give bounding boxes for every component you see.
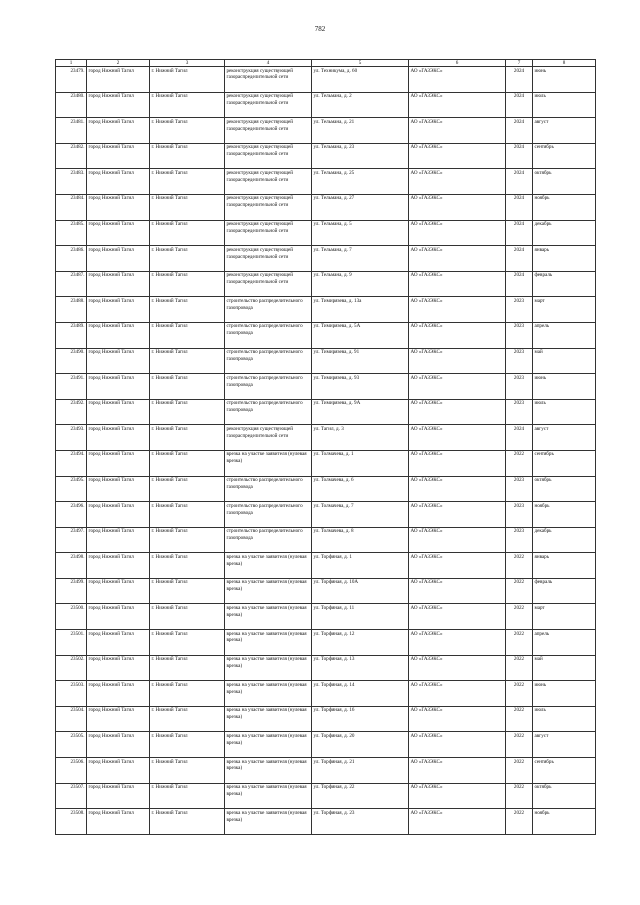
- organization-cell: АО «ГАЗЭКС»: [409, 246, 506, 272]
- organization-cell: АО «ГАЗЭКС»: [409, 92, 506, 118]
- organization-cell: АО «ГАЗЭКС»: [409, 297, 506, 323]
- row-number-cell: 23491.: [56, 374, 87, 400]
- table-row: [56, 220, 596, 246]
- locality-cell: г. Нижний Тагил: [150, 271, 225, 297]
- work-type-cell: врезка на участке заявителя (нулевая врезка): [225, 630, 312, 656]
- locality-cell: г. Нижний Тагил: [150, 118, 225, 144]
- work-type-cell: врезка на участке заявителя (нулевая врезка): [225, 681, 312, 707]
- work-type-cell: строительство распределительного газопровода: [225, 322, 312, 348]
- row-number-cell: 23484.: [56, 194, 87, 220]
- work-type-cell: строительство распределительного газопровода: [225, 297, 312, 323]
- month-cell: июль: [533, 92, 596, 118]
- organization-cell: АО «ГАЗЭКС»: [409, 527, 506, 553]
- work-type-cell: строительство распределительного газопровода: [225, 502, 312, 528]
- work-type-cell: врезка на участке заявителя (нулевая врезка): [225, 783, 312, 809]
- year-cell: 2024: [506, 271, 533, 297]
- year-cell: 2022: [506, 450, 533, 476]
- organization-cell: АО «ГАЗЭКС»: [409, 553, 506, 579]
- year-cell: 2024: [506, 67, 533, 93]
- address-cell: ул. Торфяная, д. 11: [312, 604, 409, 630]
- year-cell: 2023: [506, 297, 533, 323]
- address-cell: ул. Торфяная, д. 1: [312, 553, 409, 579]
- address-cell: ул. Торфяная, д. 23: [312, 809, 409, 835]
- organization-cell: АО «ГАЗЭКС»: [409, 271, 506, 297]
- work-type-cell: реконструкция существующей газораспределительной сети: [225, 92, 312, 118]
- work-type-cell: реконструкция существующей газораспределительной сети: [225, 143, 312, 169]
- settlement-cell: город Нижний Тагил: [87, 809, 150, 835]
- address-cell: ул. Тельмана, д. 23: [312, 143, 409, 169]
- column-header: 8: [533, 60, 596, 67]
- row-number-cell: 23503.: [56, 681, 87, 707]
- organization-cell: АО «ГАЗЭКС»: [409, 169, 506, 195]
- address-cell: ул. Тельмана, д. 5: [312, 220, 409, 246]
- row-number-cell: 23485.: [56, 220, 87, 246]
- organization-cell: АО «ГАЗЭКС»: [409, 374, 506, 400]
- settlement-cell: город Нижний Тагил: [87, 67, 150, 93]
- locality-cell: г. Нижний Тагил: [150, 92, 225, 118]
- table-row: [56, 194, 596, 220]
- table-row: [56, 783, 596, 809]
- address-cell: ул. Тагил, д. 3: [312, 425, 409, 451]
- row-number-cell: 23499.: [56, 578, 87, 604]
- month-cell: сентябрь: [533, 143, 596, 169]
- address-cell: ул. Тельмана, д. 7: [312, 246, 409, 272]
- organization-cell: АО «ГАЗЭКС»: [409, 706, 506, 732]
- locality-cell: г. Нижний Тагил: [150, 194, 225, 220]
- row-number-cell: 23487.: [56, 271, 87, 297]
- locality-cell: г. Нижний Тагил: [150, 220, 225, 246]
- work-type-cell: врезка на участке заявителя (нулевая врезка): [225, 578, 312, 604]
- address-cell: ул. Торфяная, д. 10А: [312, 578, 409, 604]
- row-number-cell: 23498.: [56, 553, 87, 579]
- address-cell: ул. Торфяная, д. 12: [312, 630, 409, 656]
- settlement-cell: город Нижний Тагил: [87, 271, 150, 297]
- table-row: [56, 476, 596, 502]
- settlement-cell: город Нижний Тагил: [87, 220, 150, 246]
- year-cell: 2023: [506, 527, 533, 553]
- work-type-cell: реконструкция существующей газораспределительной сети: [225, 67, 312, 93]
- work-type-cell: врезка на участке заявителя (нулевая врезка): [225, 732, 312, 758]
- year-cell: 2024: [506, 194, 533, 220]
- locality-cell: г. Нижний Тагил: [150, 348, 225, 374]
- locality-cell: г. Нижний Тагил: [150, 399, 225, 425]
- year-cell: 2024: [506, 92, 533, 118]
- organization-cell: АО «ГАЗЭКС»: [409, 348, 506, 374]
- work-type-cell: строительство распределительного газопровода: [225, 348, 312, 374]
- year-cell: 2022: [506, 681, 533, 707]
- settlement-cell: город Нижний Тагил: [87, 502, 150, 528]
- locality-cell: г. Нижний Тагил: [150, 732, 225, 758]
- table-row: [56, 655, 596, 681]
- year-cell: 2022: [506, 604, 533, 630]
- year-cell: 2024: [506, 143, 533, 169]
- settlement-cell: город Нижний Тагил: [87, 553, 150, 579]
- locality-cell: г. Нижний Тагил: [150, 604, 225, 630]
- table-row: [56, 706, 596, 732]
- locality-cell: г. Нижний Тагил: [150, 169, 225, 195]
- table-row: [56, 374, 596, 400]
- year-cell: 2024: [506, 220, 533, 246]
- address-cell: ул. Тимирязева, д. 93: [312, 374, 409, 400]
- row-number-cell: 23502.: [56, 655, 87, 681]
- locality-cell: г. Нижний Тагил: [150, 809, 225, 835]
- settlement-cell: город Нижний Тагил: [87, 578, 150, 604]
- column-header: 1: [56, 60, 87, 67]
- address-cell: ул. Торфяная, д. 16: [312, 706, 409, 732]
- month-cell: июль: [533, 706, 596, 732]
- address-cell: ул. Торфяная, д. 13: [312, 655, 409, 681]
- table-row: [56, 809, 596, 835]
- year-cell: 2022: [506, 553, 533, 579]
- year-cell: 2022: [506, 655, 533, 681]
- work-type-cell: реконструкция существующей газораспределительной сети: [225, 425, 312, 451]
- month-cell: ноябрь: [533, 194, 596, 220]
- month-cell: июнь: [533, 67, 596, 93]
- row-number-cell: 23483.: [56, 169, 87, 195]
- locality-cell: г. Нижний Тагил: [150, 758, 225, 784]
- settlement-cell: город Нижний Тагил: [87, 681, 150, 707]
- row-number-cell: 23481.: [56, 118, 87, 144]
- row-number-cell: 23495.: [56, 476, 87, 502]
- settlement-cell: город Нижний Тагил: [87, 604, 150, 630]
- year-cell: 2023: [506, 348, 533, 374]
- row-number-cell: 23493.: [56, 425, 87, 451]
- row-number-cell: 23507.: [56, 783, 87, 809]
- table-row: [56, 681, 596, 707]
- settlement-cell: город Нижний Тагил: [87, 450, 150, 476]
- organization-cell: АО «ГАЗЭКС»: [409, 783, 506, 809]
- row-number-cell: 23489.: [56, 322, 87, 348]
- year-cell: 2022: [506, 578, 533, 604]
- organization-cell: АО «ГАЗЭКС»: [409, 194, 506, 220]
- settlement-cell: город Нижний Тагил: [87, 169, 150, 195]
- row-number-cell: 23486.: [56, 246, 87, 272]
- organization-cell: АО «ГАЗЭКС»: [409, 604, 506, 630]
- row-number-cell: 23479.: [56, 67, 87, 93]
- address-cell: ул. Тельмана, д. 2: [312, 92, 409, 118]
- table-row: [56, 348, 596, 374]
- table-row: [56, 578, 596, 604]
- table-row: [56, 527, 596, 553]
- address-cell: ул. Тимирязева, д. 13а: [312, 297, 409, 323]
- settlement-cell: город Нижний Тагил: [87, 348, 150, 374]
- work-type-cell: врезка на участке заявителя (нулевая врезка): [225, 758, 312, 784]
- column-header: 6: [409, 60, 506, 67]
- table-row: [56, 118, 596, 144]
- settlement-cell: город Нижний Тагил: [87, 92, 150, 118]
- year-cell: 2024: [506, 169, 533, 195]
- month-cell: январь: [533, 553, 596, 579]
- organization-cell: АО «ГАЗЭКС»: [409, 322, 506, 348]
- table-row: [56, 67, 596, 93]
- work-type-cell: врезка на участке заявителя (нулевая врезка): [225, 604, 312, 630]
- work-type-cell: строительство распределительного газопровода: [225, 527, 312, 553]
- column-number-row: [56, 60, 596, 67]
- work-type-cell: врезка на участке заявителя (нулевая врезка): [225, 655, 312, 681]
- month-cell: июнь: [533, 681, 596, 707]
- locality-cell: г. Нижний Тагил: [150, 783, 225, 809]
- locality-cell: г. Нижний Тагил: [150, 425, 225, 451]
- address-cell: ул. Толмачева, д. 8: [312, 527, 409, 553]
- work-type-cell: реконструкция существующей газораспределительной сети: [225, 220, 312, 246]
- address-cell: ул. Тельмана, д. 27: [312, 194, 409, 220]
- settlement-cell: город Нижний Тагил: [87, 297, 150, 323]
- table-row: [56, 502, 596, 528]
- column-header: 7: [506, 60, 533, 67]
- table-row: [56, 271, 596, 297]
- month-cell: декабрь: [533, 220, 596, 246]
- settlement-cell: город Нижний Тагил: [87, 374, 150, 400]
- organization-cell: АО «ГАЗЭКС»: [409, 732, 506, 758]
- column-header: 3: [150, 60, 225, 67]
- month-cell: июль: [533, 399, 596, 425]
- table-row: [56, 246, 596, 272]
- table-row: [56, 399, 596, 425]
- table-row: [56, 143, 596, 169]
- table-row: [56, 630, 596, 656]
- settlement-cell: город Нижний Тагил: [87, 322, 150, 348]
- month-cell: октябрь: [533, 169, 596, 195]
- organization-cell: АО «ГАЗЭКС»: [409, 630, 506, 656]
- address-cell: ул. Тельмана, д. 9: [312, 271, 409, 297]
- month-cell: февраль: [533, 578, 596, 604]
- locality-cell: г. Нижний Тагил: [150, 297, 225, 323]
- settlement-cell: город Нижний Тагил: [87, 630, 150, 656]
- organization-cell: АО «ГАЗЭКС»: [409, 450, 506, 476]
- address-cell: ул. Торфяная, д. 20: [312, 732, 409, 758]
- table-row: [56, 297, 596, 323]
- month-cell: май: [533, 655, 596, 681]
- address-cell: ул. Техникума, д. 60: [312, 67, 409, 93]
- organization-cell: АО «ГАЗЭКС»: [409, 476, 506, 502]
- row-number-cell: 23506.: [56, 758, 87, 784]
- month-cell: февраль: [533, 271, 596, 297]
- settlement-cell: город Нижний Тагил: [87, 246, 150, 272]
- row-number-cell: 23490.: [56, 348, 87, 374]
- month-cell: август: [533, 118, 596, 144]
- table-row: [56, 450, 596, 476]
- locality-cell: г. Нижний Тагил: [150, 322, 225, 348]
- settlement-cell: город Нижний Тагил: [87, 758, 150, 784]
- year-cell: 2022: [506, 630, 533, 656]
- row-number-cell: 23494.: [56, 450, 87, 476]
- work-type-cell: врезка на участке заявителя (нулевая врезка): [225, 706, 312, 732]
- locality-cell: г. Нижний Тагил: [150, 502, 225, 528]
- register-table: [55, 59, 596, 835]
- work-type-cell: реконструкция существующей газораспределительной сети: [225, 194, 312, 220]
- locality-cell: г. Нижний Тагил: [150, 246, 225, 272]
- row-number-cell: 23482.: [56, 143, 87, 169]
- month-cell: октябрь: [533, 783, 596, 809]
- work-type-cell: строительство распределительного газопровода: [225, 399, 312, 425]
- work-type-cell: реконструкция существующей газораспределительной сети: [225, 271, 312, 297]
- month-cell: декабрь: [533, 527, 596, 553]
- table-row: [56, 425, 596, 451]
- locality-cell: г. Нижний Тагил: [150, 578, 225, 604]
- organization-cell: АО «ГАЗЭКС»: [409, 425, 506, 451]
- organization-cell: АО «ГАЗЭКС»: [409, 118, 506, 144]
- column-header: 2: [87, 60, 150, 67]
- work-type-cell: реконструкция существующей газораспределительной сети: [225, 246, 312, 272]
- settlement-cell: город Нижний Тагил: [87, 655, 150, 681]
- work-type-cell: врезка на участке заявителя (нулевая врезка): [225, 450, 312, 476]
- row-number-cell: 23505.: [56, 732, 87, 758]
- month-cell: март: [533, 604, 596, 630]
- address-cell: ул. Торфяная, д. 22: [312, 783, 409, 809]
- locality-cell: г. Нижний Тагил: [150, 553, 225, 579]
- year-cell: 2023: [506, 399, 533, 425]
- address-cell: ул. Толмачева, д. 1: [312, 450, 409, 476]
- table-row: [56, 758, 596, 784]
- year-cell: 2022: [506, 809, 533, 835]
- settlement-cell: город Нижний Тагил: [87, 476, 150, 502]
- row-number-cell: 23497.: [56, 527, 87, 553]
- organization-cell: АО «ГАЗЭКС»: [409, 399, 506, 425]
- month-cell: март: [533, 297, 596, 323]
- settlement-cell: город Нижний Тагил: [87, 143, 150, 169]
- organization-cell: АО «ГАЗЭКС»: [409, 220, 506, 246]
- settlement-cell: город Нижний Тагил: [87, 527, 150, 553]
- organization-cell: АО «ГАЗЭКС»: [409, 143, 506, 169]
- settlement-cell: город Нижний Тагил: [87, 706, 150, 732]
- month-cell: сентябрь: [533, 450, 596, 476]
- month-cell: сентябрь: [533, 758, 596, 784]
- row-number-cell: 23496.: [56, 502, 87, 528]
- work-type-cell: строительство распределительного газопровода: [225, 374, 312, 400]
- year-cell: 2022: [506, 758, 533, 784]
- table-row: [56, 553, 596, 579]
- table-row: [56, 732, 596, 758]
- address-cell: ул. Торфяная, д. 14: [312, 681, 409, 707]
- organization-cell: АО «ГАЗЭКС»: [409, 67, 506, 93]
- year-cell: 2023: [506, 476, 533, 502]
- locality-cell: г. Нижний Тагил: [150, 527, 225, 553]
- row-number-cell: 23500.: [56, 604, 87, 630]
- year-cell: 2023: [506, 502, 533, 528]
- month-cell: апрель: [533, 322, 596, 348]
- month-cell: октябрь: [533, 476, 596, 502]
- row-number-cell: 23480.: [56, 92, 87, 118]
- settlement-cell: город Нижний Тагил: [87, 118, 150, 144]
- address-cell: ул. Торфяная, д. 21: [312, 758, 409, 784]
- locality-cell: г. Нижний Тагил: [150, 67, 225, 93]
- address-cell: ул. Тельмана, д. 21: [312, 118, 409, 144]
- organization-cell: АО «ГАЗЭКС»: [409, 502, 506, 528]
- settlement-cell: город Нижний Тагил: [87, 399, 150, 425]
- year-cell: 2023: [506, 322, 533, 348]
- month-cell: апрель: [533, 630, 596, 656]
- month-cell: ноябрь: [533, 502, 596, 528]
- table-row: [56, 322, 596, 348]
- year-cell: 2022: [506, 783, 533, 809]
- year-cell: 2024: [506, 118, 533, 144]
- locality-cell: г. Нижний Тагил: [150, 476, 225, 502]
- organization-cell: АО «ГАЗЭКС»: [409, 578, 506, 604]
- work-type-cell: врезка на участке заявителя (нулевая врезка): [225, 809, 312, 835]
- month-cell: июнь: [533, 374, 596, 400]
- month-cell: август: [533, 425, 596, 451]
- table-row: [56, 169, 596, 195]
- work-type-cell: реконструкция существующей газораспределительной сети: [225, 118, 312, 144]
- column-header: 5: [312, 60, 409, 67]
- year-cell: 2024: [506, 425, 533, 451]
- work-type-cell: врезка на участке заявителя (нулевая врезка): [225, 553, 312, 579]
- locality-cell: г. Нижний Тагил: [150, 450, 225, 476]
- month-cell: ноябрь: [533, 809, 596, 835]
- row-number-cell: 23488.: [56, 297, 87, 323]
- row-number-cell: 23501.: [56, 630, 87, 656]
- organization-cell: АО «ГАЗЭКС»: [409, 655, 506, 681]
- year-cell: 2022: [506, 706, 533, 732]
- year-cell: 2022: [506, 732, 533, 758]
- locality-cell: г. Нижний Тагил: [150, 655, 225, 681]
- address-cell: ул. Тимирязева, д. 91: [312, 348, 409, 374]
- address-cell: ул. Толмачева, д. 6: [312, 476, 409, 502]
- row-number-cell: 23508.: [56, 809, 87, 835]
- table-row: [56, 92, 596, 118]
- month-cell: май: [533, 348, 596, 374]
- locality-cell: г. Нижний Тагил: [150, 374, 225, 400]
- work-type-cell: строительство распределительного газопровода: [225, 476, 312, 502]
- year-cell: 2023: [506, 374, 533, 400]
- month-cell: август: [533, 732, 596, 758]
- row-number-cell: 23504.: [56, 706, 87, 732]
- address-cell: ул. Толмачева, д. 7: [312, 502, 409, 528]
- month-cell: январь: [533, 246, 596, 272]
- page-number: 782: [314, 25, 326, 33]
- locality-cell: г. Нижний Тагил: [150, 143, 225, 169]
- work-type-cell: реконструкция существующей газораспределительной сети: [225, 169, 312, 195]
- organization-cell: АО «ГАЗЭКС»: [409, 809, 506, 835]
- address-cell: ул. Тельмана, д. 25: [312, 169, 409, 195]
- address-cell: ул. Тимирязева, д. 5А: [312, 322, 409, 348]
- locality-cell: г. Нижний Тагил: [150, 630, 225, 656]
- organization-cell: АО «ГАЗЭКС»: [409, 758, 506, 784]
- address-cell: ул. Тимирязева, д. 9А: [312, 399, 409, 425]
- table-row: [56, 604, 596, 630]
- organization-cell: АО «ГАЗЭКС»: [409, 681, 506, 707]
- column-header: 4: [225, 60, 312, 67]
- settlement-cell: город Нижний Тагил: [87, 425, 150, 451]
- settlement-cell: город Нижний Тагил: [87, 783, 150, 809]
- row-number-cell: 23492.: [56, 399, 87, 425]
- settlement-cell: город Нижний Тагил: [87, 732, 150, 758]
- locality-cell: г. Нижний Тагил: [150, 706, 225, 732]
- settlement-cell: город Нижний Тагил: [87, 194, 150, 220]
- locality-cell: г. Нижний Тагил: [150, 681, 225, 707]
- year-cell: 2024: [506, 246, 533, 272]
